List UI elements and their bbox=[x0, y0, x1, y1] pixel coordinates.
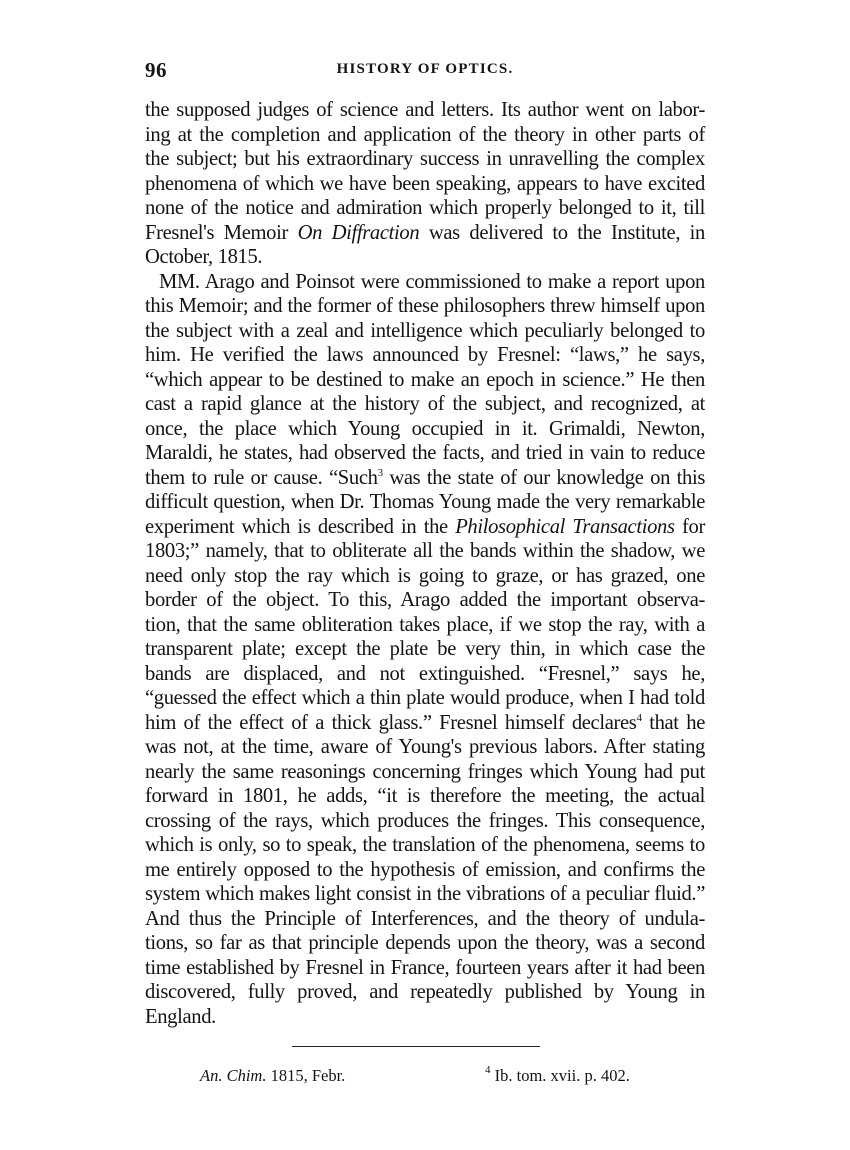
running-head: HISTORY OF OPTICS. bbox=[336, 61, 514, 77]
text-line: difficult question, when Dr. Thomas Young made the very remarkable bbox=[145, 491, 705, 513]
text-fragment: Fresnel's Memoir bbox=[145, 221, 298, 244]
footnote-marker: 4 bbox=[485, 1064, 491, 1076]
text-fragment: experiment which is described in the bbox=[145, 515, 456, 538]
footnote-text: Ib. tom. xvii. p. 402. bbox=[490, 1066, 630, 1085]
text-line: cast a rapid glance at the history of the subject, and recognized, at bbox=[145, 393, 705, 415]
text-fragment: them to rule or cause. “Such bbox=[145, 466, 378, 489]
text-line: him. He verified the laws announced by Fresnel: “laws,” he says, bbox=[145, 344, 705, 366]
footnote-text: 1815, Febr. bbox=[266, 1066, 346, 1085]
text-line: MM. Arago and Poinsot were commissioned to make a report upon bbox=[159, 270, 705, 293]
text-line bbox=[145, 711, 705, 736]
text-line: the subject; but his extraordinary success in unravelling the complex bbox=[145, 148, 705, 170]
text-line: was not, at the time, aware of Young's previous labors. After stating bbox=[145, 736, 705, 758]
text-line: none of the notice and admiration which properly belonged to it, till bbox=[145, 197, 705, 219]
footnote-source: An. Chim. bbox=[200, 1066, 267, 1085]
footnote-marker: 3 bbox=[377, 466, 383, 479]
footnotes bbox=[145, 1066, 705, 1090]
text-line: time established by Fresnel in France, fourteen years after it had been bbox=[145, 956, 705, 979]
text-line: the supposed judges of science and letters. Its author went on labor- bbox=[145, 99, 705, 121]
text-line: October, 1815. bbox=[145, 246, 263, 268]
text-fragment: for bbox=[674, 515, 705, 538]
text-line: 1803;” namely, that to obliterate all the bands within the shadow, we bbox=[145, 540, 705, 562]
text-line bbox=[145, 515, 705, 540]
text-line: phenomena of which we have been speaking, appears to have excited bbox=[145, 172, 705, 195]
text-line: nearly the same reasonings concerning fringes which Young had put bbox=[145, 760, 705, 783]
memoir-title: On Diffraction bbox=[297, 221, 420, 244]
text-line: bands are displaced, and not extinguished. “Fresnel,” says he, bbox=[145, 662, 705, 685]
text-line: tion, that the same obliteration takes place, if we stop the ray, with a bbox=[145, 613, 705, 636]
text-line: this Memoir; and the former of these philosophers threw himself upon bbox=[145, 295, 705, 317]
text-line: “which appear to be destined to make an epoch in science.” He then bbox=[145, 368, 705, 391]
text-fragment: was the state of our knowledge on this bbox=[382, 466, 705, 489]
text-line: forward in 1801, he adds, “it is therefore the meeting, the actual bbox=[145, 785, 705, 807]
text-line: England. bbox=[145, 1005, 216, 1028]
page-header bbox=[145, 58, 705, 88]
text-line: the subject with a zeal and intelligence which peculiarly belonged to bbox=[145, 319, 705, 342]
footnote-4 bbox=[485, 1066, 630, 1086]
body-text bbox=[145, 98, 705, 1029]
text-line: border of the object. To this, Arago added the important observa- bbox=[145, 589, 705, 611]
text-line: need only stop the ray which is going to graze, or has grazed, one bbox=[145, 564, 705, 587]
text-line bbox=[145, 221, 705, 246]
text-line: And thus the Principle of Interferences, and the theory of undula- bbox=[145, 907, 705, 930]
text-line: system which makes light consist in the vibrations of a peculiar fluid.” bbox=[145, 883, 705, 905]
text-line: tions, so far as that principle depends upon the theory, was a second bbox=[145, 932, 705, 954]
page-number: 96 bbox=[145, 58, 167, 82]
text-line: which is only, so to speak, the translation of the phenomena, seems to bbox=[145, 834, 705, 856]
journal-title: Philosophical Transactions bbox=[455, 515, 675, 538]
footnote-divider bbox=[292, 1046, 540, 1047]
text-line bbox=[145, 466, 705, 491]
text-fragment: him of the effect of a thick glass.” Fresnel himself declares bbox=[145, 711, 637, 734]
text-fragment: that he bbox=[641, 711, 705, 734]
footnote-3 bbox=[200, 1066, 345, 1086]
footnote-marker: 4 bbox=[636, 711, 642, 724]
text-line: me entirely opposed to the hypothesis of emission, and confirms the bbox=[145, 858, 705, 881]
text-line: Maraldi, he states, had observed the facts, and tried in vain to reduce bbox=[145, 442, 705, 464]
text-line: ing at the completion and application of the theory in other parts of bbox=[145, 123, 705, 146]
text-line: crossing of the rays, which produces the fringes. This consequence, bbox=[145, 809, 705, 832]
text-line: once, the place which Young occupied in it. Grimaldi, Newton, bbox=[145, 417, 705, 440]
text-line: “guessed the effect which a thin plate would produce, when I had told bbox=[145, 687, 705, 709]
text-line: discovered, fully proved, and repeatedly published by Young in bbox=[145, 981, 705, 1003]
text-line: transparent plate; except the plate be very thin, in which case the bbox=[145, 638, 705, 660]
text-fragment: was delivered to the Institute, in bbox=[419, 221, 705, 244]
